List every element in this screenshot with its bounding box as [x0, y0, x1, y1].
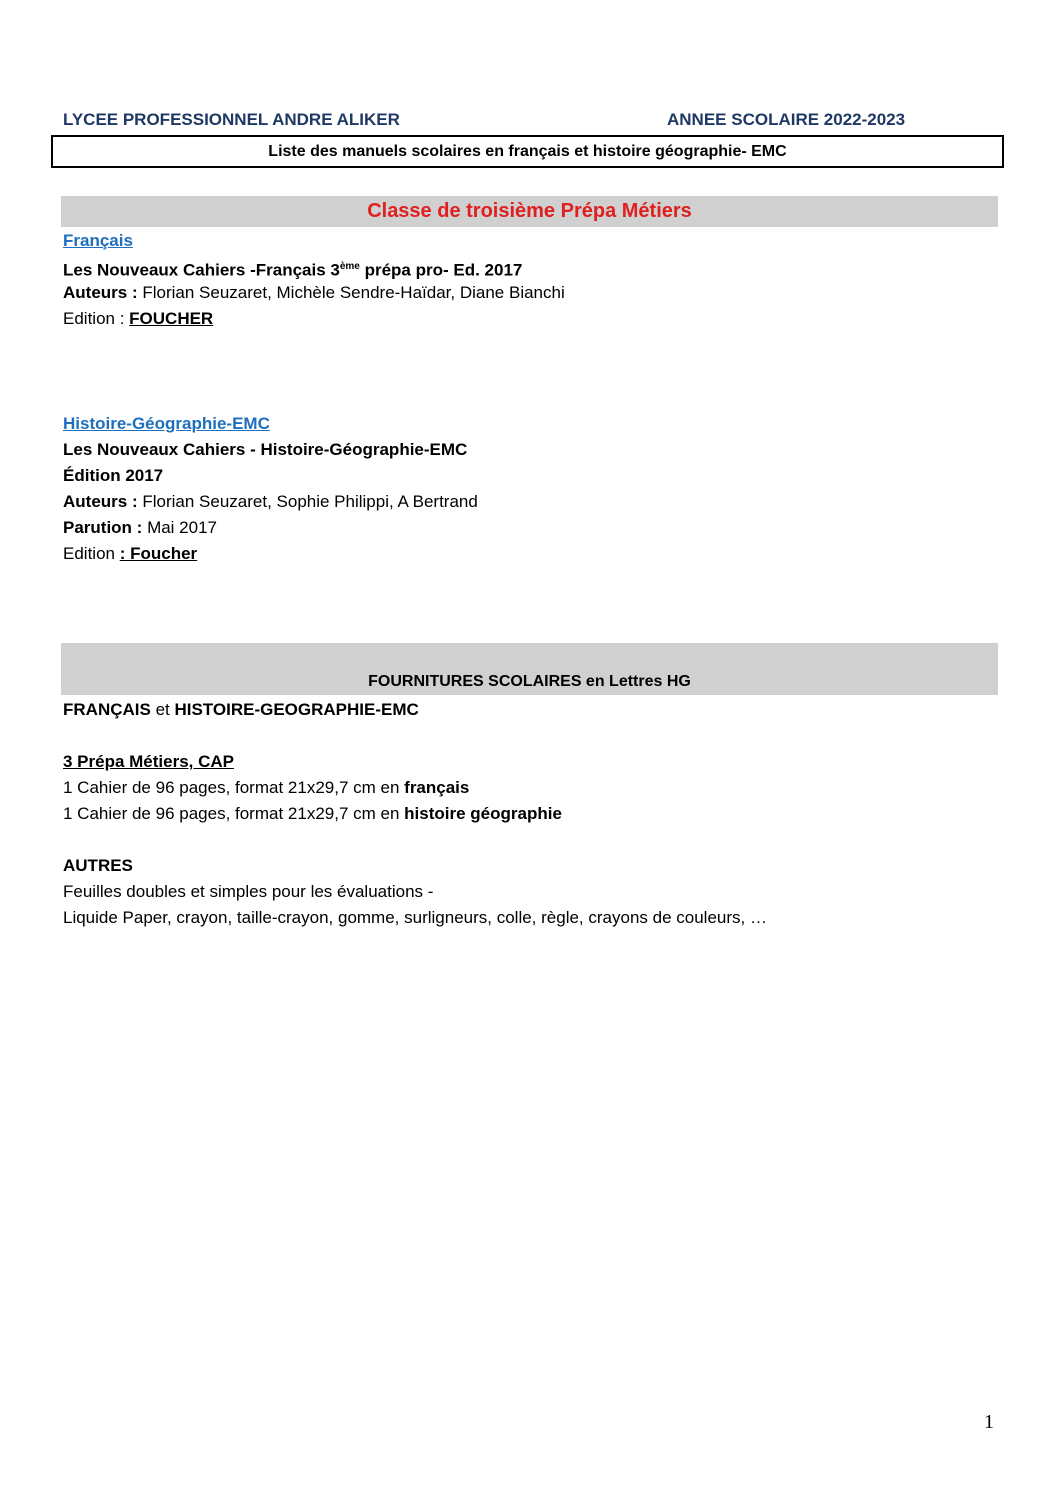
school-year: ANNEE SCOLAIRE 2022-2023 [667, 110, 906, 129]
histoire-parution-label: Parution : [63, 518, 143, 537]
school-name: LYCEE PROFESSIONNEL ANDRE ALIKER [63, 110, 400, 129]
document-title-text: Liste des manuels scolaires en français et histoire géographie- EMC [268, 142, 787, 160]
francais-book-title-b: prépa pro- Ed. 2017 [359, 260, 523, 280]
francais-authors-value: Florian Seuzaret, Michèle Sendre-Haïdar, Diane Bianchi [137, 283, 565, 302]
fournitures-item-1 [63, 778, 469, 798]
fournitures-subjects [63, 700, 419, 720]
histoire-parution-value: Mai 2017 [142, 518, 218, 537]
histoire-edition-label: Edition [63, 544, 120, 563]
histoire-subject-link[interactable]: Histoire-Géographie-EMC [63, 414, 270, 433]
histoire-authors-value: Florian Seuzaret, Sophie Philippi, A Bertrand [137, 492, 478, 511]
histoire-authors [63, 492, 478, 512]
fournitures-heading: FOURNITURES SCOLAIRES en Lettres HG [368, 673, 691, 690]
fournitures-level: 3 Prépa Métiers, CAP [63, 752, 235, 771]
francais-authors [63, 283, 565, 303]
fournitures-item-2-text: 1 Cahier de 96 pages, format 21x29,7 cm en [63, 804, 405, 823]
class-heading-band [61, 196, 998, 227]
fournitures-subject-histoire: HISTOIRE-GEOGRAPHIE-EMC [174, 700, 419, 719]
fournitures-item-2-subject: histoire géographie [404, 804, 562, 823]
autres-line-1: Feuilles doubles et simples pour les évaluations - [63, 882, 434, 901]
histoire-authors-label: Auteurs : [63, 492, 138, 511]
fournitures-heading-band [61, 643, 998, 695]
francais-book-title-a: Les Nouveaux Cahiers -Français 3 [63, 260, 340, 280]
francais-subject-link[interactable]: Français [63, 231, 133, 250]
francais-edition-value: FOUCHER [129, 309, 214, 328]
fournitures-item-1-text: 1 Cahier de 96 pages, format 21x29,7 cm en [63, 778, 405, 797]
francais-authors-label: Auteurs : [63, 283, 138, 302]
page-number: 1 [984, 1411, 994, 1433]
fournitures-subjects-and: et [150, 700, 175, 719]
autres-line-2: Liquide Paper, crayon, taille-crayon, gomme, surligneurs, colle, règle, crayons de couleurs, … [63, 908, 767, 927]
francais-edition [63, 309, 213, 329]
fournitures-subject-francais: FRANÇAIS [63, 700, 151, 719]
autres-label: AUTRES [63, 856, 133, 875]
francais-book-title [63, 257, 522, 281]
histoire-edition [63, 544, 197, 564]
francais-book-title-sup: ème [339, 261, 360, 272]
fournitures-item-2 [63, 804, 562, 824]
document-title [51, 135, 1004, 168]
histoire-edition-value: : Foucher [119, 544, 198, 563]
francais-edition-label: Edition : [63, 309, 130, 328]
histoire-book-title: Les Nouveaux Cahiers - Histoire-Géographie-EMC [63, 440, 468, 459]
class-heading: Classe de troisième Prépa Métiers [367, 200, 692, 222]
histoire-edition-year: Édition 2017 [63, 466, 164, 485]
fournitures-item-1-subject: français [404, 778, 470, 797]
histoire-parution [63, 518, 217, 538]
